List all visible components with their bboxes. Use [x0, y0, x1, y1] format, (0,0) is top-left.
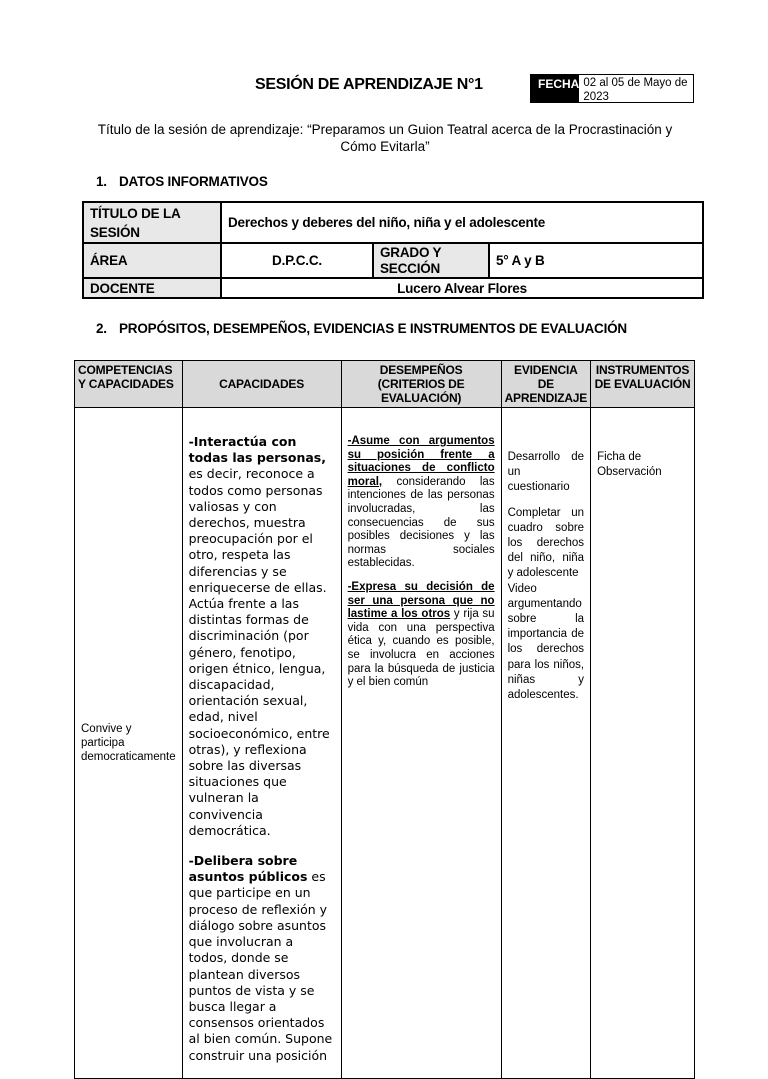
competencia-cell: Convive y participa democraticamente — [75, 408, 183, 1079]
info-table — [82, 201, 704, 299]
docente-value: Lucero Alvear Flores — [221, 278, 703, 298]
capacidad-text: es decir, reconoce a todos como personas valiosas y con derechos, muestra preocupación por el otro, respeta las diferencias y se enriquecerse de ellas. Actúa frente a las distintas formas de discriminación (por género, fenotipo, origen étnico, lengua, discapacidad, orientación sexual, edad, nivel socioeconómico, entre otras), y reflexiona sobre las diversas situaciones que vulneran la convivencia democrática. — [188, 466, 330, 838]
desempeno-title: -Asume con argumentos su posición frente a situaciones de conflicto moral, — [347, 435, 495, 488]
section-number: 1. — [96, 174, 107, 189]
instrumento-cell — [591, 408, 695, 1079]
desempeno-text: considerando las intenciones de las personas involucradas, las consecuencias de sus posibles decisiones y las normas sociales establecidas. — [347, 475, 495, 570]
header-evidencia: EVIDENCIA DE APRENDIZAJE — [501, 361, 590, 408]
section-title: DATOS INFORMATIVOS — [119, 174, 268, 189]
area-label: ÁREA — [83, 243, 221, 278]
session-subtitle: Título de la sesión de aprendizaje: “Preparamos un Guion Teatral acerca de la Procrastinación y Cómo Evitarla” — [97, 122, 673, 154]
evidencia-item: Desarrollo de un cuestionario — [507, 451, 585, 494]
evidencia-item: Completar un cuadro sobre los derechos del niño, niña y adolescente — [507, 506, 585, 580]
section-heading-datos — [96, 174, 268, 189]
grado-label: GRADO Y SECCIÓN — [373, 243, 489, 278]
date-label: FECHA — [531, 75, 579, 102]
evidencia-item: Video argumentando sobre la importancia de los derechos para los niños, niñas y adolescentes. — [507, 582, 585, 702]
section-number: 2. — [96, 321, 107, 336]
section-title: PROPÓSITOS, DESEMPEÑOS, EVIDENCIAS E INSTRUMENTOS DE EVALUACIÓN — [119, 321, 627, 336]
date-value: 02 al 05 de Mayo de 2023 — [583, 77, 688, 103]
area-value: D.P.C.C. — [221, 243, 373, 278]
grado-value: 5° A y B — [489, 243, 703, 278]
desempeno-item — [348, 435, 495, 571]
page-title: SESIÓN DE APRENDIZAJE N°1 — [255, 76, 483, 93]
header-instrumentos: INSTRUMENTOS DE EVALUACIÓN — [591, 361, 695, 408]
desempenos-cell — [341, 408, 501, 1079]
evidencia-cell — [501, 408, 590, 1079]
titulo-label: TÍTULO DE LA SESIÓN — [83, 202, 221, 243]
capacidad-item — [189, 853, 335, 1064]
desempeno-item — [348, 581, 495, 690]
section-heading-propositos — [96, 321, 627, 336]
docente-label: DOCENTE — [83, 278, 221, 298]
capacidad-title: -Delibera sobre asuntos públicos — [188, 853, 308, 885]
header-capacidades: CAPACIDADES — [182, 361, 341, 408]
capacidad-title: -Interactúa con todas las personas, — [188, 434, 326, 466]
date-box — [530, 74, 694, 103]
evaluation-table — [74, 360, 695, 1079]
capacidades-cell — [182, 408, 341, 1079]
header-competencias: COMPETENCIAS Y CAPACIDADES — [75, 361, 183, 408]
titulo-value: Derechos y deberes del niño, niña y el adolescente — [221, 202, 703, 243]
capacidad-item — [189, 434, 335, 839]
header-desempenos: DESEMPEÑOS (CRITERIOS DE EVALUACIÓN) — [341, 361, 501, 408]
desempeno-title: -Expresa su decisión de ser una persona que no lastime a los otros — [347, 580, 495, 621]
instrumento-text: Ficha de Observación — [597, 451, 662, 479]
desempeno-text: y rija su vida con una perspectiva ética y, cuando es posible, se involucra en acciones para la búsqueda de justicia y el bien común — [347, 608, 495, 689]
capacidad-text: es que participe en un proceso de reflexión y diálogo sobre asuntos que involucran a todos, donde se plantean diversos puntos de vista y se busca llegar a consensos orientados al bien común. Supone construir una posición — [188, 869, 333, 1063]
